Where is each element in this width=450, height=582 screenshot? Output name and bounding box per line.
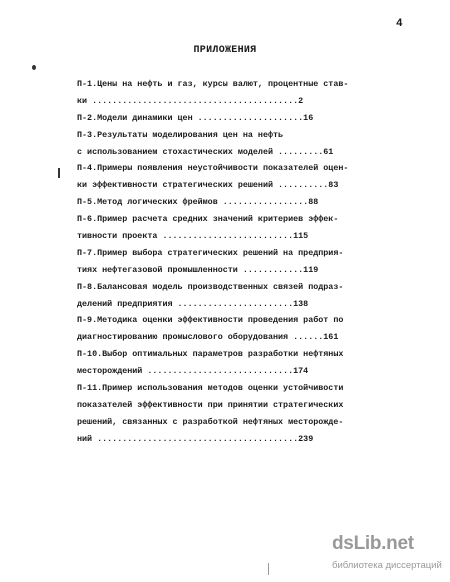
watermark-caption: библиотека диссертаций bbox=[332, 560, 442, 571]
toc-line: ний ........................................239 bbox=[77, 433, 314, 444]
page-number: 4 bbox=[396, 18, 403, 30]
scan-speck bbox=[268, 563, 269, 575]
toc-line: П-6.Пример расчета средних значений критериев эффек- bbox=[77, 214, 339, 225]
page-heading: ПРИЛОЖЕНИЯ bbox=[193, 45, 257, 56]
watermark-logo: dsLib.net bbox=[332, 533, 414, 554]
toc-line: П-2.Модели динамики цен .....................16 bbox=[77, 112, 314, 123]
toc-line: П-1.Цены на нефть и газ, курсы валют, процентные став- bbox=[77, 79, 349, 89]
toc-line: П-7.Пример выбора стратегических решений на предприя- bbox=[77, 247, 344, 258]
toc-line: П-5.Метод логических фреймов .................88 bbox=[77, 197, 319, 208]
toc-line: тиях нефтегазовой промышленности ............119 bbox=[77, 264, 319, 275]
scan-speck bbox=[32, 65, 36, 70]
table-of-contents bbox=[77, 76, 417, 448]
toc-line: диагностированию промыслового оборудования ......161 bbox=[77, 332, 339, 343]
toc-line: месторождений .............................174 bbox=[77, 366, 309, 377]
toc-line: П-8.Балансовая модель производственных связей подраз- bbox=[77, 281, 344, 292]
toc-line: П-10.Выбор оптимальных параметров разработки нефтяных bbox=[77, 349, 344, 360]
toc-line: ки .........................................2 bbox=[77, 95, 304, 106]
scan-speck bbox=[58, 168, 60, 178]
toc-line: решений, связанных с разработкой нефтяных месторожде- bbox=[77, 416, 344, 427]
toc-line: с использованием стохастических моделей .........61 bbox=[77, 146, 334, 157]
toc-line: делений предприятия .......................138 bbox=[77, 298, 309, 309]
toc-line: показателей эффективности при принятии стратегических bbox=[77, 399, 344, 410]
toc-line: тивности проекта ..........................115 bbox=[77, 231, 309, 242]
toc-line: П-9.Методика оценки эффективности проведения работ по bbox=[77, 315, 344, 326]
toc-line: П-3.Результаты моделирования цен на нефть bbox=[77, 129, 284, 140]
toc-line: П-11.Пример использования методов оценки устойчивости bbox=[77, 383, 344, 394]
toc-line: П-4.Примеры появления неустойчивости показателей оцен- bbox=[77, 163, 349, 174]
watermark bbox=[332, 533, 444, 577]
toc-line: ки эффективности стратегических решений ..........83 bbox=[77, 180, 339, 191]
